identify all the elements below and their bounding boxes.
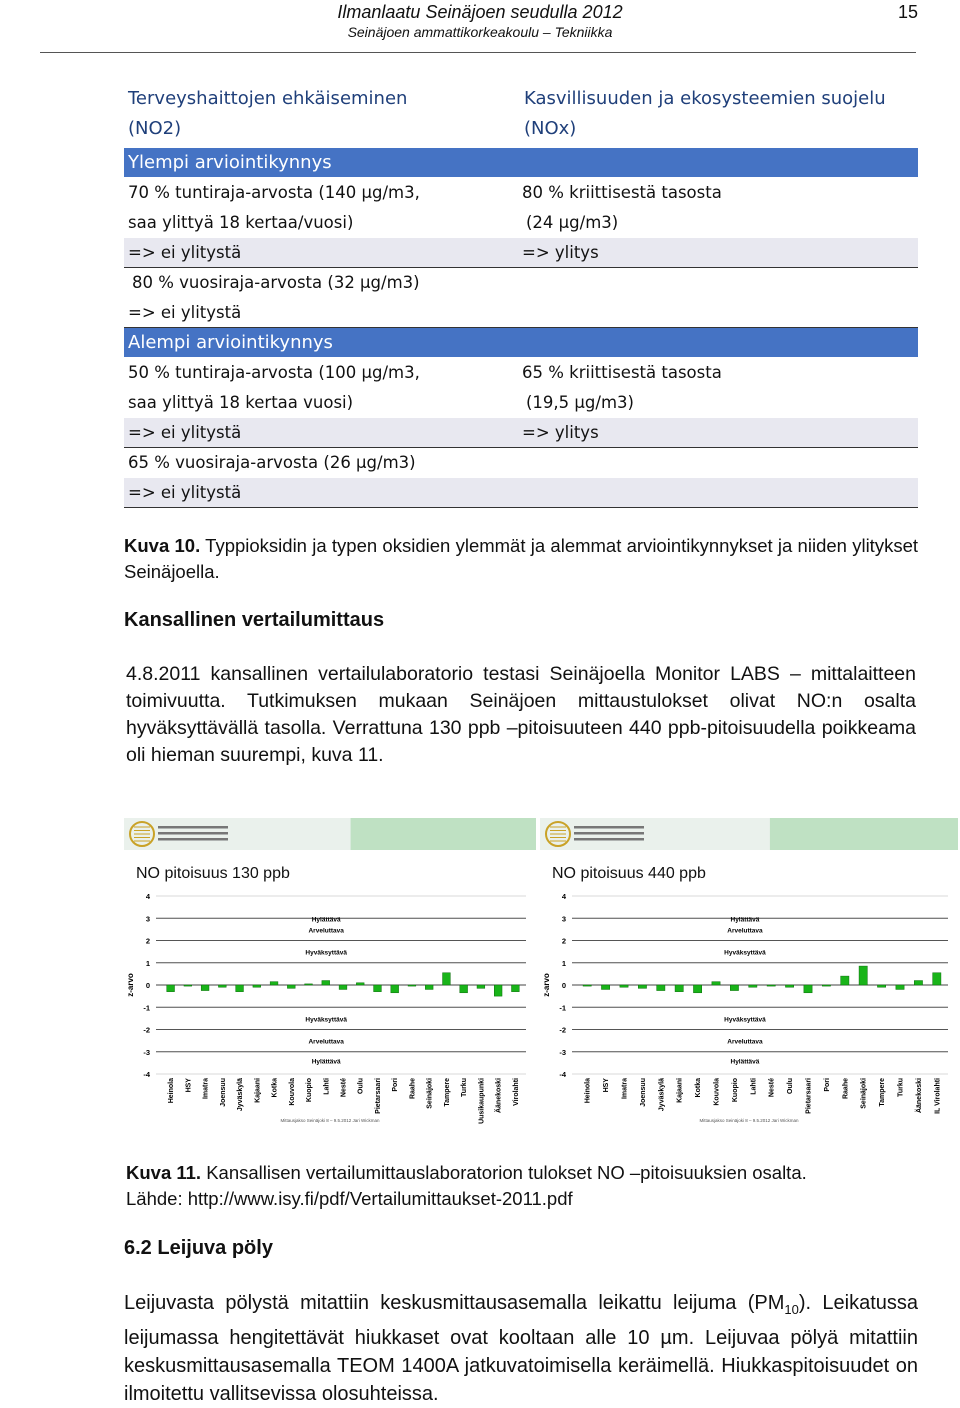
table-row <box>124 268 918 297</box>
table-row <box>124 388 918 417</box>
x-tick-label: Kuopio <box>306 1078 314 1103</box>
x-tick-label: Uusikaupunki <box>478 1078 486 1124</box>
table-row <box>124 238 918 268</box>
bar <box>841 976 849 985</box>
paragraph-text: ). Leikatussa leijumassa hengitettävät hiukkaset ovat kooltaan alle 10 µm. Leijuvaa pölyä mitattiin keskusmittausasemalla TEOM 1400A jatkuvatoimisella keräimellä. Hiukkaspitoisuudet on ilmoitettu vallitsevissa olosuhteissa. <box>124 1292 919 1405</box>
bar <box>657 985 665 991</box>
page-number: 15 <box>897 2 918 22</box>
y-tick-label: 1 <box>561 958 566 968</box>
x-tick-label: HSY <box>185 1078 193 1093</box>
bar <box>601 985 609 989</box>
table-row <box>124 448 918 477</box>
x-tick-label: Pori <box>392 1078 400 1092</box>
x-tick-label: Kotka <box>271 1078 279 1098</box>
figure-11-label: Kuva 11. <box>126 1162 202 1183</box>
bar <box>374 985 382 992</box>
table-cell: => ylitys <box>522 423 599 442</box>
x-tick-label: Kuopio <box>731 1078 739 1103</box>
bar <box>804 985 812 993</box>
figure-10-label: Kuva 10. <box>124 535 201 556</box>
band-label: Hyväksyttävä <box>305 1016 347 1024</box>
bar <box>767 985 775 986</box>
bar <box>933 973 941 985</box>
bar <box>356 983 364 985</box>
band-label: Hylättävä <box>730 1058 760 1066</box>
x-tick-label: Raahe <box>842 1078 850 1100</box>
x-tick-label: Heinola <box>168 1078 176 1104</box>
table-cell: => ei ylitystä <box>128 483 242 502</box>
table-row <box>124 178 918 207</box>
y-tick-label: -3 <box>559 1047 566 1057</box>
band-label: Arveluttava <box>308 1038 344 1046</box>
bar <box>408 985 416 986</box>
y-tick-label: -2 <box>559 1025 566 1035</box>
logo-text-line <box>574 826 644 829</box>
bar <box>270 982 278 985</box>
x-tick-label: Lahti <box>750 1078 758 1095</box>
x-tick-label: Raahe <box>409 1078 417 1100</box>
x-tick-label: Seinäjoki <box>426 1078 434 1109</box>
y-tick-label: 0 <box>145 981 150 990</box>
chart-panel-2 <box>540 818 958 1128</box>
chart-title: NO pitoisuus 130 ppb <box>136 865 290 882</box>
lower-threshold-row <box>124 328 918 357</box>
band-label: Hyväksyttävä <box>724 1016 766 1024</box>
paragraph-text: Leijuvasta pölystä mitattiin keskusmittausasemalla leikattu leijuma (PM <box>124 1292 785 1314</box>
y-tick-label: 0 <box>561 981 566 990</box>
bar <box>914 981 922 985</box>
bar <box>218 985 226 987</box>
chart-footnote: Mittausjakso Seinäjoki 8 – 9.5.2012 Jari Wickman <box>280 1118 380 1123</box>
bar <box>730 985 738 991</box>
table-cell: (24 µg/m3) <box>526 213 619 232</box>
bar <box>236 985 244 992</box>
x-tick-label: IL Virolahti <box>934 1078 942 1114</box>
table-cell: => ei ylitystä <box>128 423 242 442</box>
table-row <box>124 298 918 328</box>
x-tick-label: Oulu <box>787 1078 795 1094</box>
upper-threshold-row <box>124 148 918 177</box>
chart-title: NO pitoisuus 440 ppb <box>552 865 706 882</box>
x-tick-label: Imatra <box>621 1078 629 1100</box>
x-tick-label: Äänekoski <box>495 1078 503 1114</box>
bar <box>391 985 399 993</box>
table-cell: 50 % tuntiraja-arvosta (100 µg/m3, <box>128 363 420 382</box>
bar <box>822 985 830 986</box>
x-tick-label: Pori <box>823 1078 831 1092</box>
right-column-heading-1: Kasvillisuuden ja ekosysteemien suojelu <box>524 88 886 109</box>
running-header-title: Ilmanlaatu Seinäjoen seudulla 2012 <box>337 2 623 22</box>
bar <box>443 973 451 985</box>
table-cell: 70 % tuntiraja-arvosta (140 µg/m3, <box>128 183 420 202</box>
x-tick-label: Äänekoski <box>915 1078 923 1114</box>
bar <box>201 985 209 991</box>
x-tick-label: Kotka <box>695 1078 703 1098</box>
header-banner-accent <box>770 818 958 850</box>
table-row <box>124 418 918 448</box>
bar <box>638 985 646 988</box>
logo-text-line <box>158 832 228 835</box>
header-rule <box>40 52 916 53</box>
band-label: Arveluttava <box>727 1038 763 1046</box>
x-tick-label: Turku <box>461 1078 469 1097</box>
bar <box>339 985 347 989</box>
bar <box>512 985 520 992</box>
bar <box>494 985 502 996</box>
upper-threshold-label: Ylempi arviointikynnys <box>128 152 332 173</box>
x-tick-label: Pietarsaari <box>805 1078 813 1114</box>
x-tick-label: Tampere <box>443 1078 451 1107</box>
bar <box>896 985 904 989</box>
bar <box>425 985 433 989</box>
x-tick-label: Turku <box>897 1078 905 1097</box>
x-tick-label: Kouvola <box>713 1078 721 1106</box>
y-tick-label: -4 <box>559 1070 566 1079</box>
x-tick-label: Jyväskylä <box>658 1078 666 1112</box>
bar <box>785 985 793 987</box>
y-tick-label: -1 <box>143 1003 150 1013</box>
bar <box>583 985 591 986</box>
header-banner-accent <box>351 818 536 850</box>
bar <box>253 985 261 987</box>
x-tick-label: Kajaani <box>676 1078 684 1103</box>
band-label: Hylättävä <box>730 916 760 924</box>
x-tick-label: Nesté <box>340 1078 348 1098</box>
y-tick-label: 2 <box>145 936 150 946</box>
y-tick-label: -4 <box>143 1070 150 1079</box>
logo-text-line <box>158 826 228 829</box>
x-tick-label: Kajaani <box>254 1078 262 1103</box>
bar <box>749 985 757 987</box>
subscript: 10 <box>784 1302 799 1317</box>
bar <box>460 985 468 993</box>
table-cell: 65 % vuosiraja-arvosta (26 µg/m3) <box>128 453 416 472</box>
bar <box>305 984 313 985</box>
logo-text-line <box>158 838 228 841</box>
table-cell: saa ylittyä 18 kertaa vuosi) <box>128 393 354 412</box>
bar <box>477 985 485 988</box>
band-label: Hyväksyttävä <box>724 949 766 957</box>
bar <box>287 985 295 988</box>
table-cell: 65 % kriittisestä tasosta <box>522 363 722 382</box>
bar <box>620 985 628 987</box>
x-tick-label: Imatra <box>202 1078 210 1100</box>
bar <box>184 985 192 986</box>
left-column-heading-1: Terveyshaittojen ehkäiseminen <box>128 88 408 109</box>
chart-no-440 <box>540 818 958 1128</box>
table-cell: => ei ylitystä <box>128 243 242 262</box>
table-cell: 80 % kriittisestä tasosta <box>522 183 722 202</box>
x-tick-label: HSY <box>603 1078 611 1093</box>
section-6-2-paragraph <box>124 1289 918 1408</box>
right-column-heading-2: (NOx) <box>524 118 577 139</box>
section-heading-6-2: 6.2 Leijuva pöly <box>124 1237 273 1259</box>
x-tick-label: Joensuu <box>639 1078 647 1107</box>
x-tick-label: Oulu <box>357 1078 365 1094</box>
x-tick-label: Joensuu <box>219 1078 227 1107</box>
bar <box>675 985 683 992</box>
section-heading: Kansallinen vertailumittaus <box>124 609 385 631</box>
table-row <box>124 358 918 387</box>
x-tick-label: Heinola <box>584 1078 592 1104</box>
table-row <box>124 478 918 508</box>
table-cell: => ylitys <box>522 243 599 262</box>
logo-text-line <box>574 838 644 841</box>
y-axis-label: z-arvo <box>126 973 135 997</box>
figure-10-caption <box>124 533 918 585</box>
x-tick-label: Pietarsaari <box>374 1078 382 1114</box>
x-tick-label: Kouvola <box>288 1078 296 1106</box>
chart-no-130 <box>124 818 536 1128</box>
figure-11-text: Kansallisen vertailumittauslaboratorion tulokset NO –pitoisuuksien osalta. <box>201 1162 807 1183</box>
chart-panel-1 <box>124 818 536 1128</box>
table-cell: => ei ylitystä <box>128 303 242 322</box>
y-tick-label: 2 <box>561 936 566 946</box>
figure-11-source: Lähde: http://www.isy.fi/pdf/Vertailumittaukset-2011.pdf <box>126 1188 573 1209</box>
x-tick-label: Lahti <box>323 1078 331 1095</box>
y-tick-label: 1 <box>145 958 150 968</box>
band-label: Hylättävä <box>311 1058 341 1066</box>
y-tick-label: -2 <box>143 1025 150 1035</box>
y-tick-label: -1 <box>559 1003 566 1013</box>
bar <box>693 985 701 993</box>
x-tick-label: Virolahti <box>512 1078 520 1106</box>
y-tick-label: 3 <box>145 914 150 924</box>
band-label: Arveluttava <box>727 927 763 935</box>
bar <box>712 982 720 985</box>
figure-11-caption <box>126 1160 807 1212</box>
bar <box>322 981 330 985</box>
bar <box>859 966 867 985</box>
threshold-table <box>124 84 918 509</box>
x-tick-label: Jyväskylä <box>237 1078 245 1112</box>
table-row <box>124 208 918 237</box>
logo-text-line <box>574 832 644 835</box>
x-tick-label: Tampere <box>879 1078 887 1107</box>
bar <box>167 985 175 992</box>
y-tick-label: 3 <box>561 914 566 924</box>
figure-10-text: Typpioksidin ja typen oksidien ylemmät ja alemmat arviointikynnykset ja niiden ylitykset Seinäjoella. <box>124 535 918 582</box>
x-tick-label: Seinäjoki <box>860 1078 868 1109</box>
section-paragraph: 4.8.2011 kansallinen vertailulaboratorio testasi Seinäjoella Monitor LABS – mittalaitteen toimivuutta. Tutkimuksen mukaan Seinäjoen mittaustulokset olivat NO:n osalta hyväksyttävällä tasolla. Verrattuna 130 ppb –pitoisuuteen 440 ppb-pitoisuudella poikkeama oli hieman suurempi, kuva 11. <box>126 663 916 766</box>
band-label: Hylättävä <box>311 916 341 924</box>
y-tick-label: 4 <box>145 892 150 901</box>
band-label: Arveluttava <box>308 927 344 935</box>
table-cell: (19,5 µg/m3) <box>526 393 634 412</box>
chart-footnote: Mittausjakso Seinäjoki 8 – 9.5.2012 Jari Wickman <box>699 1118 799 1123</box>
table-cell: saa ylittyä 18 kertaa/vuosi) <box>128 213 354 232</box>
bar <box>877 985 885 987</box>
y-axis-label: z-arvo <box>542 973 551 997</box>
lower-threshold-label: Alempi arviointikynnys <box>128 332 333 353</box>
x-tick-label: Nesté <box>768 1078 776 1098</box>
y-tick-label: -3 <box>143 1047 150 1057</box>
table-cell: 80 % vuosiraja-arvosta (32 µg/m3) <box>132 273 420 292</box>
running-header-subtitle: Seinäjoen ammattikorkeakoulu – Tekniikka <box>347 24 613 40</box>
left-column-heading-2: (NO2) <box>128 118 182 139</box>
y-tick-label: 4 <box>561 892 566 901</box>
band-label: Hyväksyttävä <box>305 949 347 957</box>
